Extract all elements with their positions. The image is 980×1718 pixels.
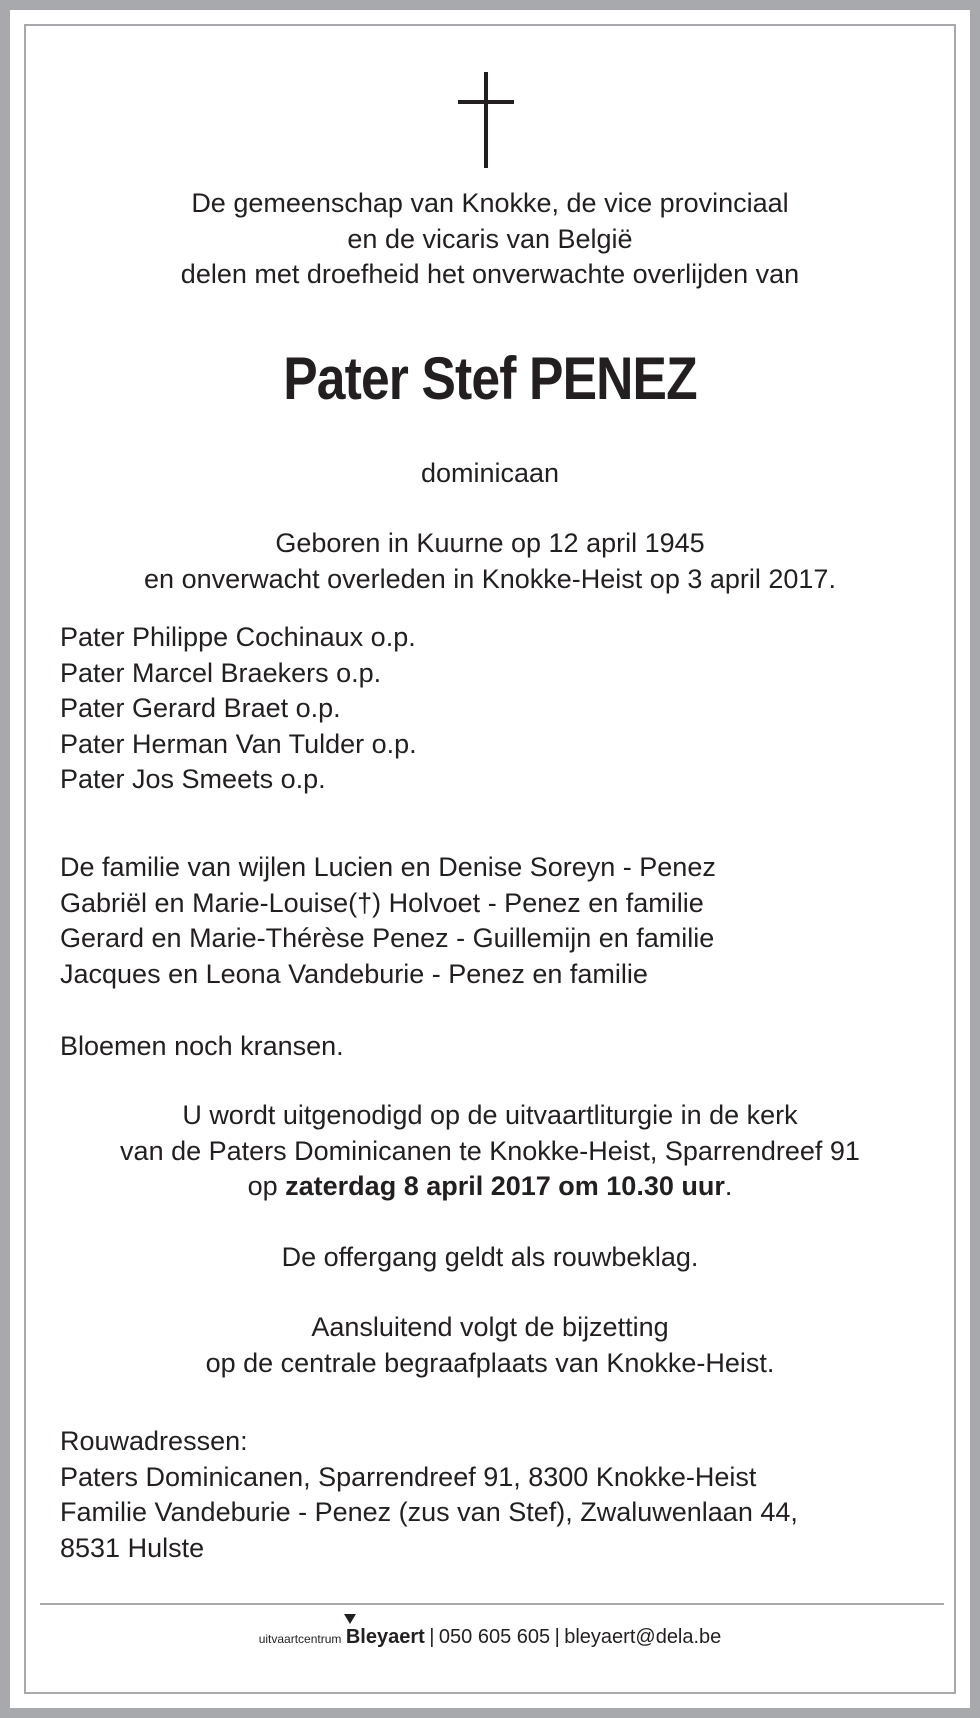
- footer: [26, 1626, 954, 1649]
- burial-line: op de centrale begraafplaats van Knokke-Heist.: [205, 1347, 775, 1378]
- burial-block: [26, 1310, 954, 1381]
- address-line: Familie Vandeburie - Penez (zus van Stef), Zwaluwenlaan 44,: [60, 1497, 798, 1527]
- address-line: 8531 Hulste: [60, 1532, 205, 1563]
- father-item: Pater Herman Van Tulder o.p.: [60, 728, 417, 759]
- burial-line: Aansluitend volgt de bijzetting: [311, 1312, 669, 1342]
- intro-line: en de vicaris van België: [347, 223, 633, 254]
- intro-block: [26, 186, 954, 293]
- family-item: Jacques en Leona Vandeburie - Penez en familie: [60, 958, 648, 989]
- flowers-block: [26, 1029, 954, 1065]
- birth-line: Geboren in Kuurne op 12 april 1945: [275, 528, 705, 558]
- footer-prefix: uitvaartcentrum: [258, 1632, 342, 1646]
- father-item: Pater Gerard Braet o.p.: [60, 693, 341, 723]
- order-label: dominicaan: [420, 458, 560, 488]
- name-block: [26, 344, 954, 414]
- family-list: [26, 850, 954, 992]
- father-item: Pater Marcel Braekers o.p.: [60, 657, 382, 688]
- cross-icon: [458, 72, 514, 168]
- footer-divider: [40, 1603, 944, 1605]
- address-line: Paters Dominicanen, Sparrendreef 91, 8300 Knokke-Heist: [60, 1461, 757, 1492]
- service-datetime: zaterdag 8 april 2017 om 10.30 uur: [285, 1171, 725, 1201]
- deceased-name: Pater Stef PENEZ: [283, 345, 697, 412]
- offering-note: De offergang geldt als rouwbeklag.: [281, 1242, 699, 1272]
- footer-separator: |: [554, 1626, 560, 1648]
- funeral-home-logo: [346, 1626, 425, 1648]
- offering-block: [26, 1240, 954, 1276]
- footer-phone: 050 605 605: [438, 1626, 551, 1648]
- invitation-prefix: op: [247, 1171, 286, 1201]
- logo-triangle-icon: [344, 1614, 356, 1624]
- life-block: [26, 526, 954, 597]
- father-item: Pater Jos Smeets o.p.: [60, 764, 326, 794]
- page-frame: [10, 10, 970, 1708]
- invitation-block: [26, 1098, 954, 1205]
- fathers-list: [26, 620, 954, 798]
- intro-line: delen met droefheid het onverwachte overlijden van: [180, 259, 800, 289]
- flowers-note: Bloemen noch kransen.: [60, 1031, 344, 1061]
- footer-email: bleyaert@dela.be: [564, 1626, 722, 1648]
- invitation-line: van de Paters Dominicanen te Knokke-Heist, Sparrendreef 91: [120, 1135, 860, 1166]
- family-item: Gerard en Marie-Thérèse Penez - Guillemijn en familie: [60, 923, 715, 953]
- family-item: Gabriël en Marie-Louise(†) Holvoet - Penez en familie: [60, 887, 704, 918]
- death-line: en onverwacht overleden in Knokke-Heist op 3 april 2017.: [144, 563, 836, 594]
- family-item: De familie van wijlen Lucien en Denise Soreyn - Penez: [60, 852, 716, 882]
- obituary-card: [24, 24, 956, 1694]
- addresses-block: [26, 1424, 954, 1566]
- invitation-suffix: .: [724, 1171, 733, 1201]
- invitation-line: U wordt uitgenodigd op de uitvaartliturgie in de kerk: [182, 1100, 798, 1130]
- order-block: [26, 456, 954, 492]
- footer-separator: |: [429, 1626, 435, 1648]
- intro-line: De gemeenschap van Knokke, de vice provinciaal: [191, 188, 789, 218]
- father-item: Pater Philippe Cochinaux o.p.: [60, 622, 416, 652]
- addresses-heading: Rouwadressen:: [60, 1426, 248, 1456]
- funeral-home-name: Bleyaert: [345, 1626, 425, 1648]
- invitation-line: [26, 1169, 954, 1205]
